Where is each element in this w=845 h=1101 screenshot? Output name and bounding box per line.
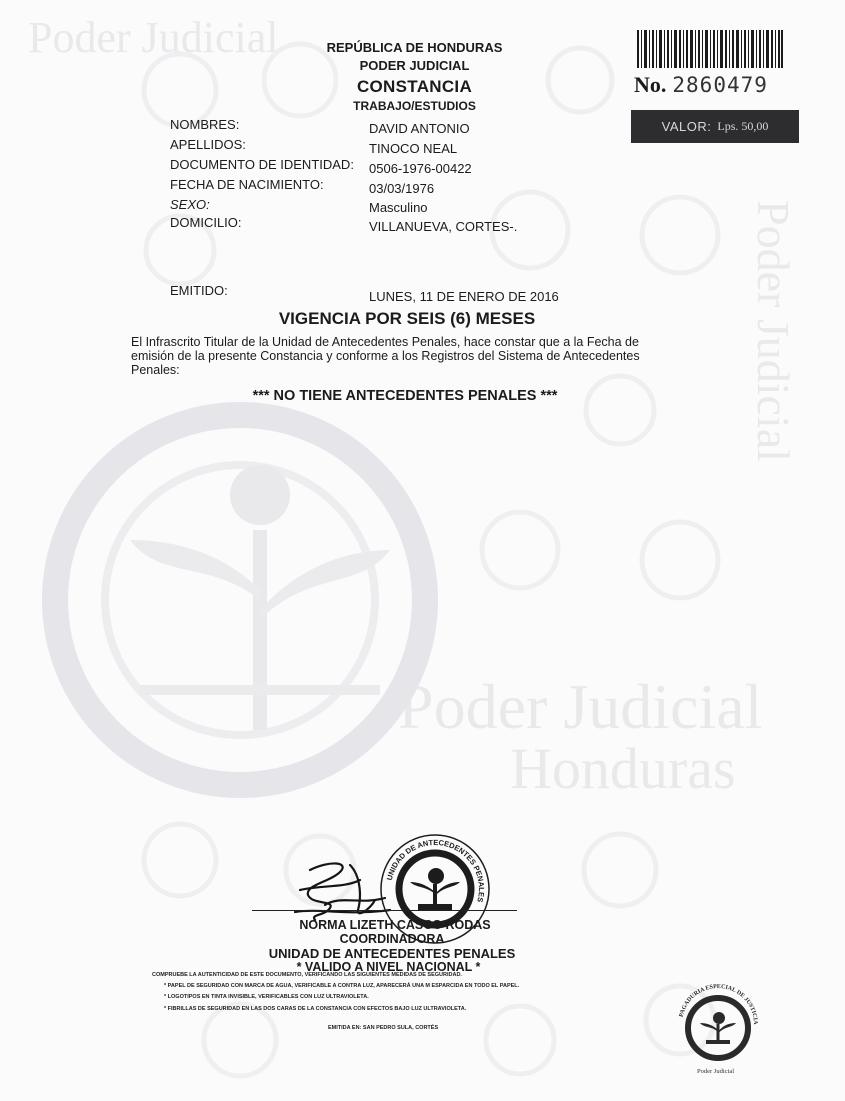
security-item-2: * LOGOTIPOS EN TINTA INVISIBLE, VERIFICABLES CON LUZ ULTRAVIOLETA. — [164, 994, 369, 1000]
watermark-center-text-1: Poder Judicial — [398, 671, 763, 742]
watermark-center-text-2: Honduras — [510, 736, 736, 801]
signer-role: COORDINADORA — [339, 932, 445, 946]
result-statement: *** NO TIENE ANTECEDENTES PENALES *** — [252, 388, 558, 404]
security-intro: COMPRUEBE LA AUTENTICIDAD DE ESTE DOCUMENTO, VERIFICANDO LAS SIGUIENTES MEDIDAS DE SEGURIDAD. — [152, 972, 462, 978]
field-label-apellidos: APELLIDOS: — [170, 137, 246, 152]
valor-label: VALOR: — [661, 119, 712, 134]
field-value-domicilio: VILLANUEVA, CORTES-. — [369, 219, 518, 234]
validity-scope: * VALIDO A NIVEL NACIONAL * — [296, 960, 481, 974]
field-value-documento: 0506-1976-00422 — [369, 161, 472, 176]
field-value-emitido: LUNES, 11 DE ENERO DE 2016 — [369, 289, 559, 304]
valor-amount: Lps. 50,00 — [717, 119, 769, 133]
control-number-value: 2860479 — [672, 73, 768, 97]
pagaduria-seal — [672, 978, 764, 1070]
stamp-text: UNIDAD DE ANTECEDENTES PENALES — [384, 837, 487, 904]
watermark-side-text: Poder Judicial — [748, 200, 799, 462]
signature-line — [252, 910, 517, 911]
field-label-sexo: SEXO: — [170, 197, 210, 212]
barcode — [637, 30, 783, 68]
signer-unit: UNIDAD DE ANTECEDENTES PENALES — [268, 946, 516, 961]
seal-caption: Poder Judicial — [697, 1068, 735, 1075]
control-number — [634, 72, 768, 98]
validity-heading: VIGENCIA POR SEIS (6) MESES — [278, 309, 536, 328]
seal-arc-text: PAGADURIA ESPECIAL DE JUSTICIA — [678, 983, 759, 1025]
watermark-top-text: Poder Judicial — [28, 13, 279, 62]
header-institution: PODER JUDICIAL — [359, 58, 470, 73]
signer-name: NORMA LIZETH CASCO RODAS — [299, 918, 491, 932]
field-value-nacimiento: 03/03/1976 — [369, 181, 435, 196]
field-label-nacimiento: FECHA DE NACIMIENTO: — [170, 177, 324, 192]
control-number-label: No. — [634, 72, 667, 97]
security-item-3: * FIBRILLAS DE SEGURIDAD EN LAS DOS CARAS DE LA CONSTANCIA CON EFECTOS BAJO LUZ ULTRAVIOLETA. — [164, 1006, 467, 1012]
issued-location: EMITIDA EN: SAN PEDRO SULA, CORTÉS — [328, 1025, 439, 1031]
field-label-emitido: EMITIDO: — [170, 283, 228, 298]
field-label-documento: DOCUMENTO DE IDENTIDAD: — [170, 157, 354, 172]
field-value-apellidos: TINOCO NEAL — [369, 141, 458, 156]
field-label-nombres: NOMBRES: — [170, 117, 240, 132]
field-value-sexo: Masculino — [369, 200, 428, 215]
field-label-domicilio: DOMICILIO: — [170, 215, 242, 230]
header-country: REPÚBLICA DE HONDURAS — [326, 40, 503, 55]
security-item-1: * PAPEL DE SEGURIDAD CON MARCA DE AGUA, VERIFICABLE A CONTRA LUZ, APARECERÁ UNA M ESPARCIDA EN TODO EL PAPEL. — [164, 983, 520, 989]
field-value-nombres: DAVID ANTONIO — [369, 121, 470, 136]
document-subtitle: TRABAJO/ESTUDIOS — [353, 99, 476, 113]
certification-paragraph: El Infrascrito Titular de la Unidad de Antecedentes Penales, hace constar que a la Fecha de emisión de la presente Constancia y conforme a los Registros del Sistema de Antecedentes Penales: — [131, 335, 640, 377]
valor-box — [631, 110, 799, 143]
document-title: CONSTANCIA — [356, 77, 473, 96]
